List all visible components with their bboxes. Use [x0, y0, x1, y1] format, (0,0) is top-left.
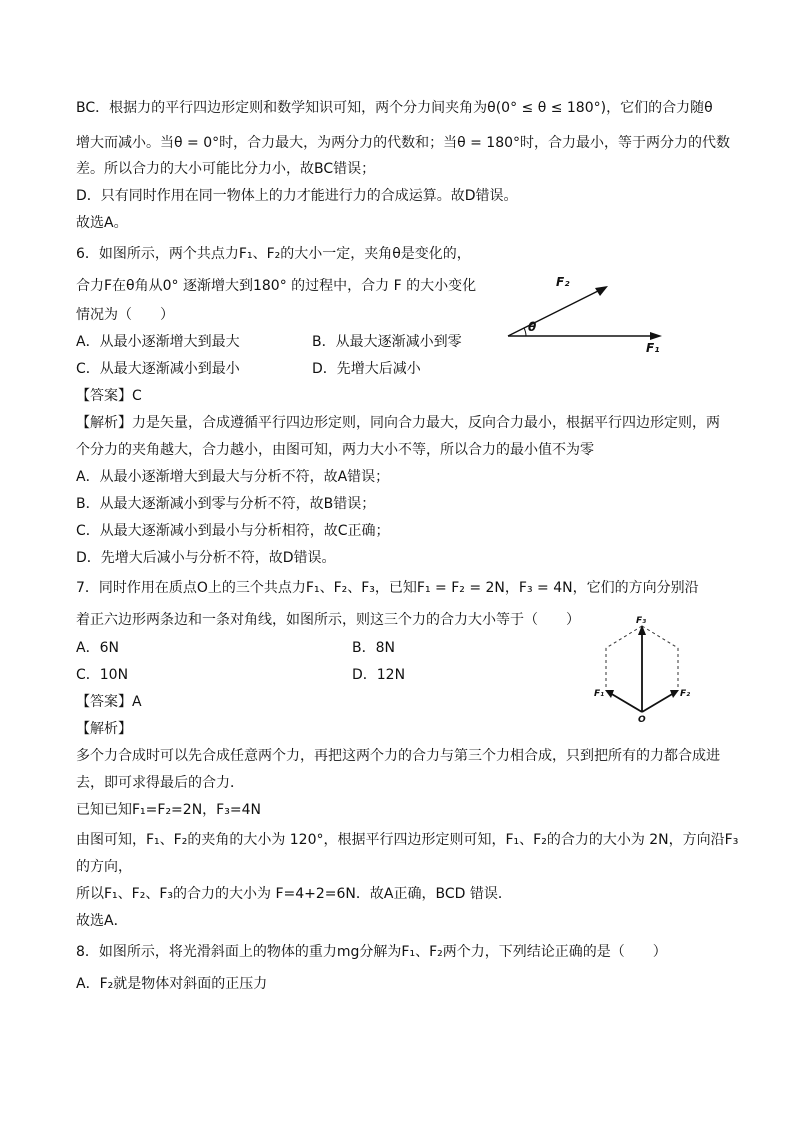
- q6-analysis-line1: 【解析】力是矢量，合成遵循平行四边形定则，同向合力最大，反向合力最小，根据平行四边形定则，两: [76, 415, 720, 431]
- q7-option-d: D．12N: [352, 667, 406, 683]
- q6-eval-c: C．从最大逐渐减小到最小与分析相符，故C正确；: [76, 523, 390, 539]
- q7-analysis-line1: 多个力合成时可以先合成任意两个力，再把这两个力的合力与第三个力相合成，只到把所有的力都合成进: [76, 748, 720, 764]
- q6-f1-arrowhead: [650, 332, 662, 340]
- prev-conclusion: 故选A。: [76, 215, 128, 231]
- q7-stem-line1: 7．同时作用在质点O上的三个共点力F₁、F₂、F₃，已知F₁ = F₂ = 2N，F₃ = 4N，它们的方向分别沿: [76, 580, 699, 596]
- q6-option-d: D．先增大后减小: [312, 361, 421, 377]
- q6-answer: 【答案】C: [76, 388, 142, 404]
- q6-option-a: A．从最小逐渐增大到最大: [76, 334, 240, 350]
- q6-stem-line1: 6．如图所示，两个共点力F₁、F₂的大小一定，夹角θ是变化的，: [76, 246, 471, 262]
- q6-option-c: C．从最大逐渐减小到最小: [76, 361, 240, 377]
- q7-label-f3: F₃: [636, 616, 647, 626]
- q6-f2-arrowhead: [595, 286, 608, 296]
- q6-stem-line3: 情况为（ ）: [76, 307, 174, 323]
- q7-analysis-line5: 的方向，: [76, 859, 132, 875]
- q6-force-diagram: [496, 268, 676, 358]
- q7-stem-line2: 着正六边形两条边和一条对角线，如图所示，则这三个力的合力大小等于（ ）: [76, 612, 580, 628]
- prev-bc-line1: BC．根据力的平行四边形定则和数学知识可知，两个分力间夹角为θ(0° ≤ θ ≤ 180°)，它们的合力随θ: [76, 100, 713, 116]
- q6-label-theta: θ: [528, 320, 537, 334]
- q6-label-f2: F₂: [556, 275, 570, 289]
- q7-answer: 【答案】A: [76, 694, 142, 710]
- prev-bc-line3: 差。所以合力的大小可能比分力小，故BC错误；: [76, 161, 376, 177]
- q7-hexagon-diagram: [590, 612, 700, 724]
- q6-eval-b: B．从最大逐渐减小到零与分析不符，故B错误；: [76, 496, 376, 512]
- q7-analysis-line6: 所以F₁、F₂、F₃的合力的大小为 F=4+2=6N．故A正确，BCD 错误．: [76, 886, 512, 902]
- prev-d-line: D．只有同时作用在同一物体上的力才能进行力的合成运算。故D错误。: [76, 188, 518, 204]
- q7-option-a: A．6N: [76, 640, 119, 656]
- q6-label-f1: F₁: [646, 341, 660, 355]
- q8-option-a: A．F₂就是物体对斜面的正压力: [76, 976, 268, 992]
- q7-label-f2: F₂: [680, 689, 691, 699]
- q7-conclusion: 故选A．: [76, 913, 128, 929]
- prev-bc-line2: 增大而减小。当θ = 0°时，合力最大，为两分力的代数和；当θ = 180°时，合力最小，等于两分力的代数: [76, 135, 731, 151]
- q8-stem-line1: 8．如图所示，将光滑斜面上的物体的重力mg分解为F₁、F₂两个力，下列结论正确的是（ ）: [76, 944, 667, 960]
- q7-analysis-line3: 已知已知F₁=F₂=2N，F₃=4N: [76, 802, 261, 818]
- q7-option-b: B．8N: [352, 640, 395, 656]
- q6-analysis-line2: 个分力的夹角越大，合力越小，由图可知，两力大小不等，所以合力的最小值不为零: [76, 442, 594, 458]
- q7-analysis-title: 【解析】: [76, 721, 132, 737]
- q6-eval-a: A．从最小逐渐增大到最大与分析不符，故A错误；: [76, 469, 390, 485]
- q6-eval-d: D．先增大后减小与分析不符，故D错误。: [76, 550, 336, 566]
- q7-label-f1: F₁: [594, 689, 605, 699]
- q6-option-b: B．从最大逐渐减小到零: [312, 334, 462, 350]
- q6-stem-line2: 合力F在θ角从0° 逐渐增大到180° 的过程中，合力 F 的大小变化: [76, 278, 477, 294]
- q7-f3-arrowhead: [638, 625, 646, 635]
- q7-label-o: O: [638, 715, 646, 724]
- q7-option-c: C．10N: [76, 667, 129, 683]
- q7-analysis-line2: 去，即可求得最后的合力．: [76, 775, 244, 791]
- q7-analysis-line4: 由图可知，F₁、F₂的夹角的大小为 120°，根据平行四边形定则可知，F₁、F₂的合力的大小为 2N，方向沿F₃: [76, 832, 739, 848]
